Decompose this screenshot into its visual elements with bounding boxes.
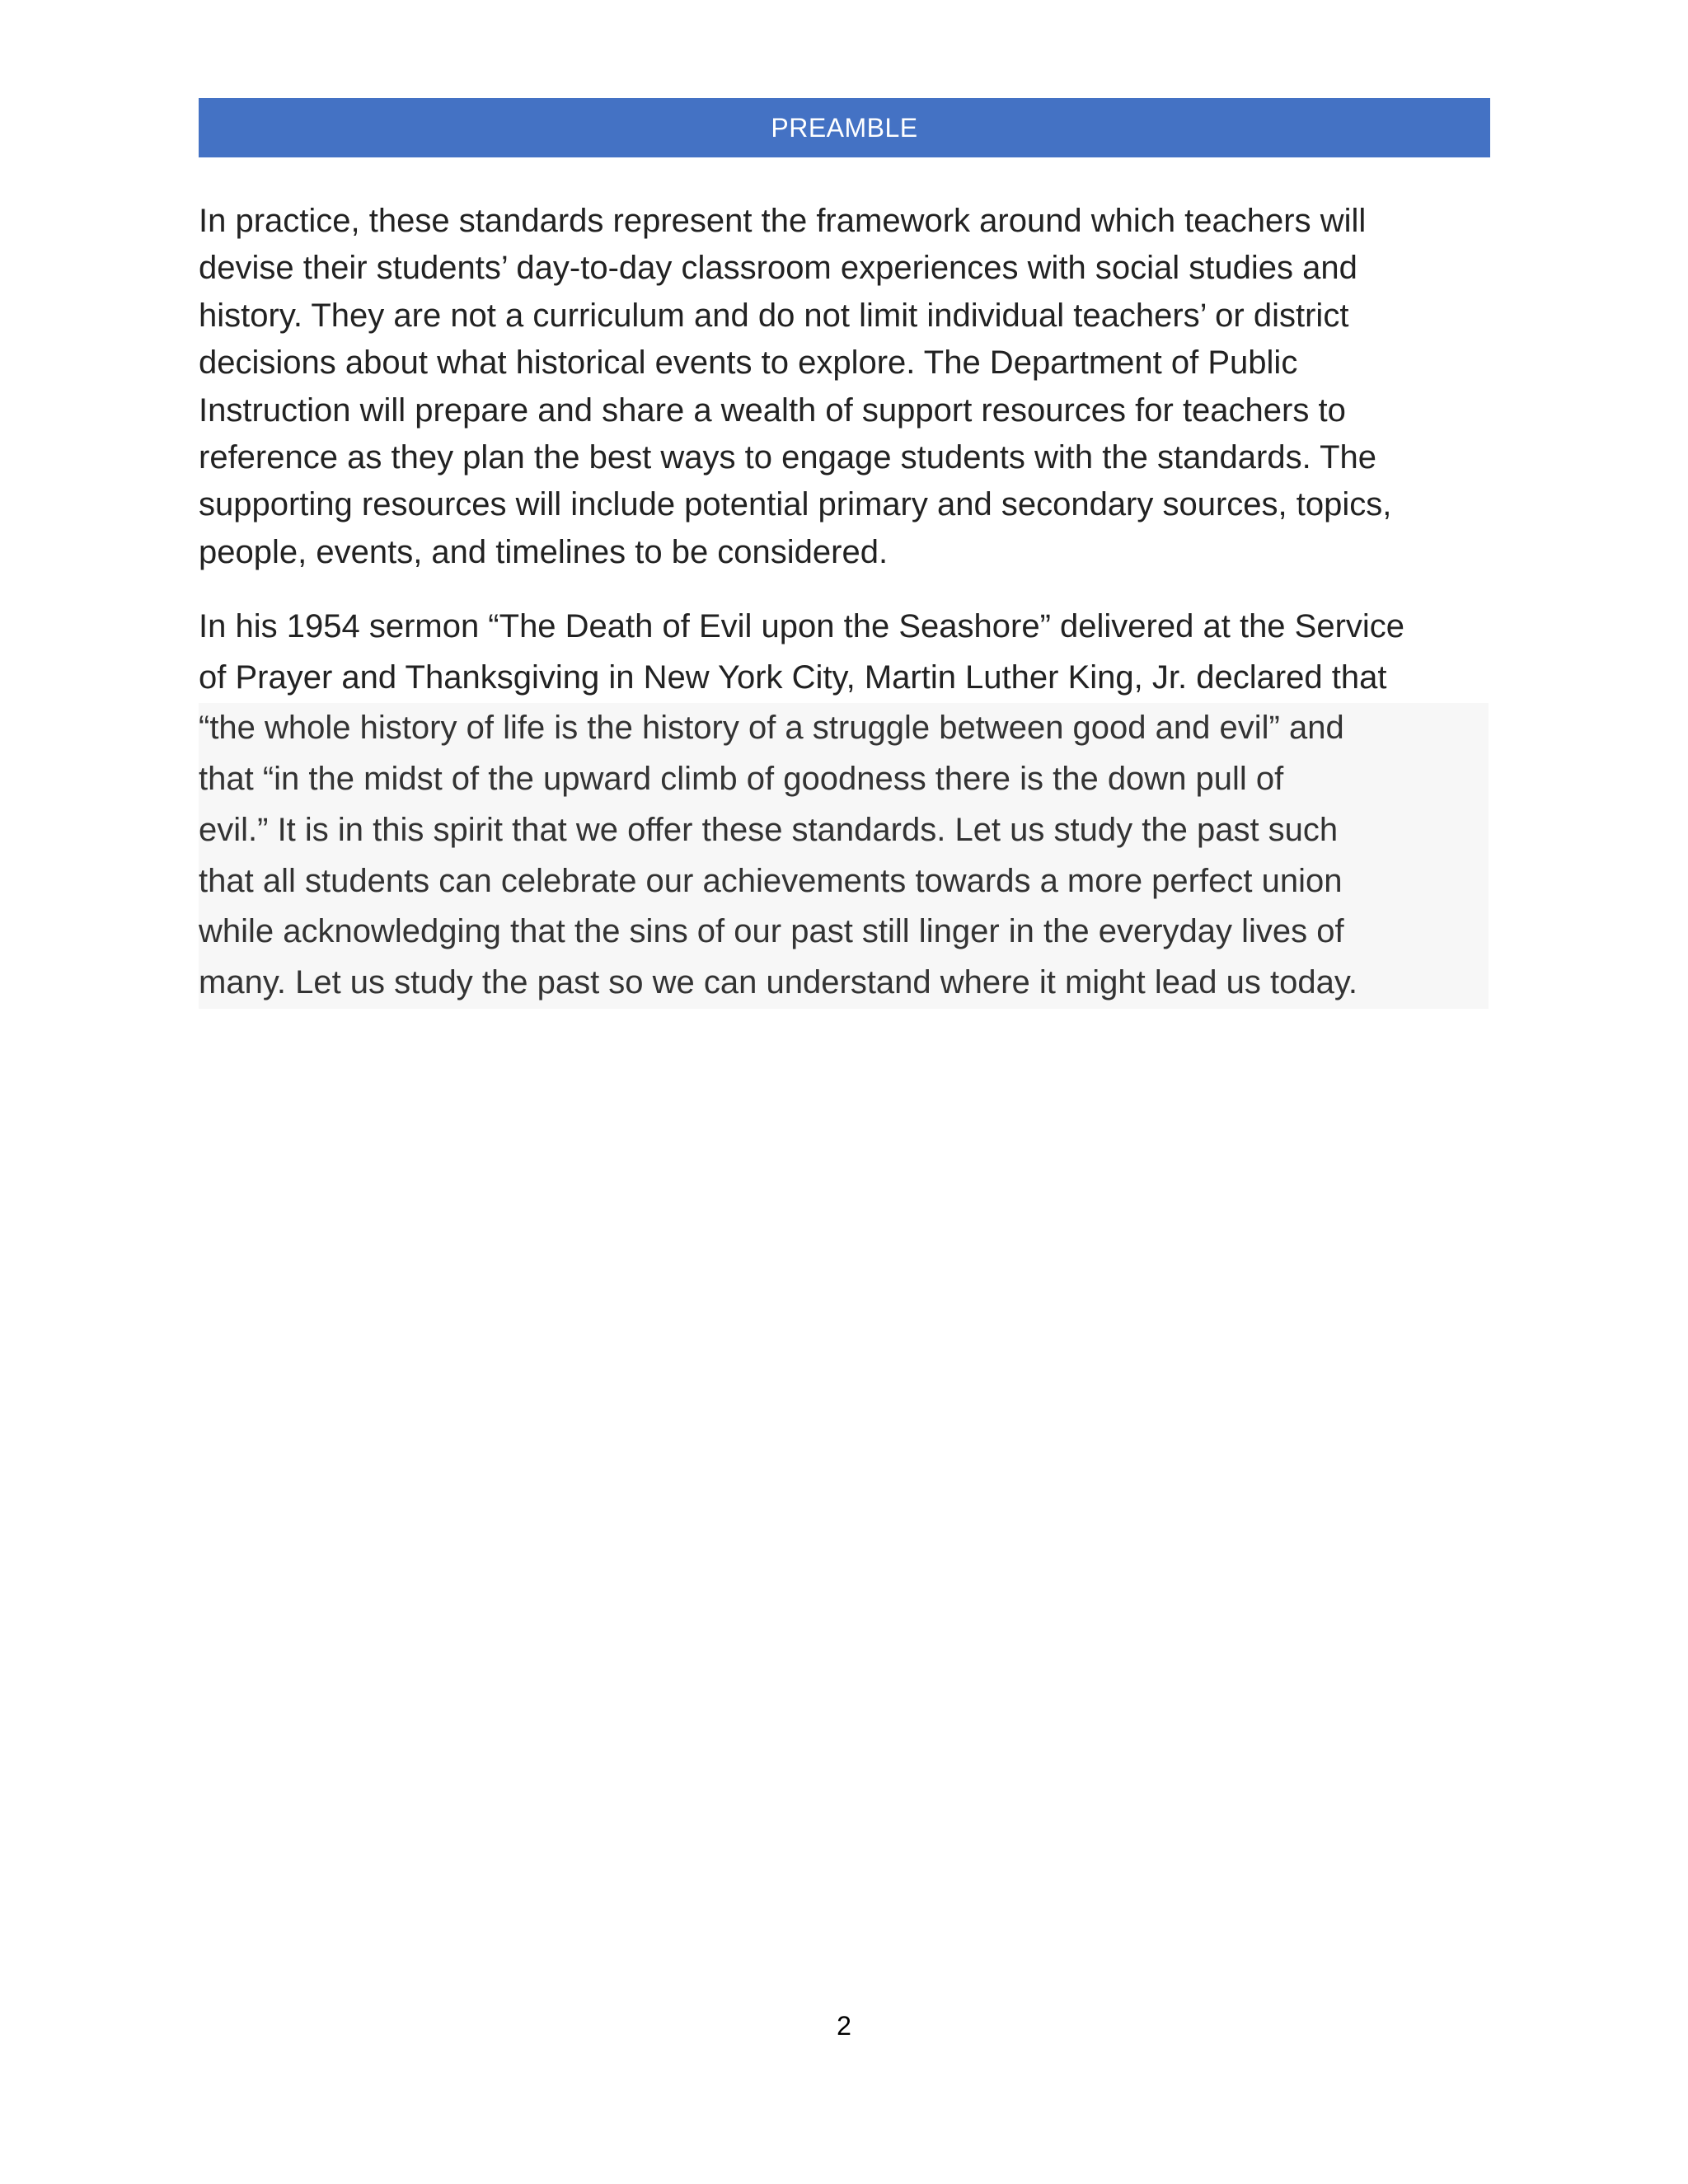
body-paragraph-2 <box>199 602 1497 1009</box>
quoted-line: that “in the midst of the upward climb of goodness there is the down pull of <box>199 754 1489 805</box>
paragraph-line: people, events, and timelines to be considered. <box>199 533 889 570</box>
section-header-banner <box>199 98 1490 157</box>
quoted-line: “the whole history of life is the history of a struggle between good and evil” and <box>199 703 1489 754</box>
quoted-line: while acknowledging that the sins of our past still linger in the everyday lives of <box>199 907 1489 958</box>
page-number: 2 <box>837 2011 851 2041</box>
quoted-line: many. Let us study the past so we can understand where it might lead us today. <box>199 958 1489 1009</box>
body-paragraph-1 <box>199 198 1497 576</box>
paragraph-line: supporting resources will include potential primary and secondary sources, topics, <box>199 486 1392 523</box>
paragraph-line: history. They are not a curriculum and do not limit individual teachers’ or district <box>199 297 1349 334</box>
paragraph-line: reference as they plan the best ways to engage students with the standards. The <box>199 439 1377 476</box>
paragraph-line: Instruction will prepare and share a wealth of support resources for teachers to <box>199 391 1346 429</box>
paragraph-line: devise their students’ day-to-day classroom experiences with social studies and <box>199 250 1357 287</box>
paragraph-line: of Prayer and Thanksgiving in New York City, Martin Luther King, Jr. declared that <box>199 658 1387 696</box>
section-title: PREAMBLE <box>771 112 918 143</box>
paragraph-line: In his 1954 sermon “The Death of Evil upon the Seashore” delivered at the Service <box>199 608 1405 644</box>
quoted-line: that all students can celebrate our achievements towards a more perfect union <box>199 856 1489 907</box>
quoted-line: evil.” It is in this spirit that we offer these standards. Let us study the past such <box>199 805 1489 856</box>
paragraph-line: In practice, these standards represent the framework around which teachers will <box>199 203 1367 239</box>
paragraph-line: decisions about what historical events to explore. The Department of Public <box>199 344 1298 382</box>
